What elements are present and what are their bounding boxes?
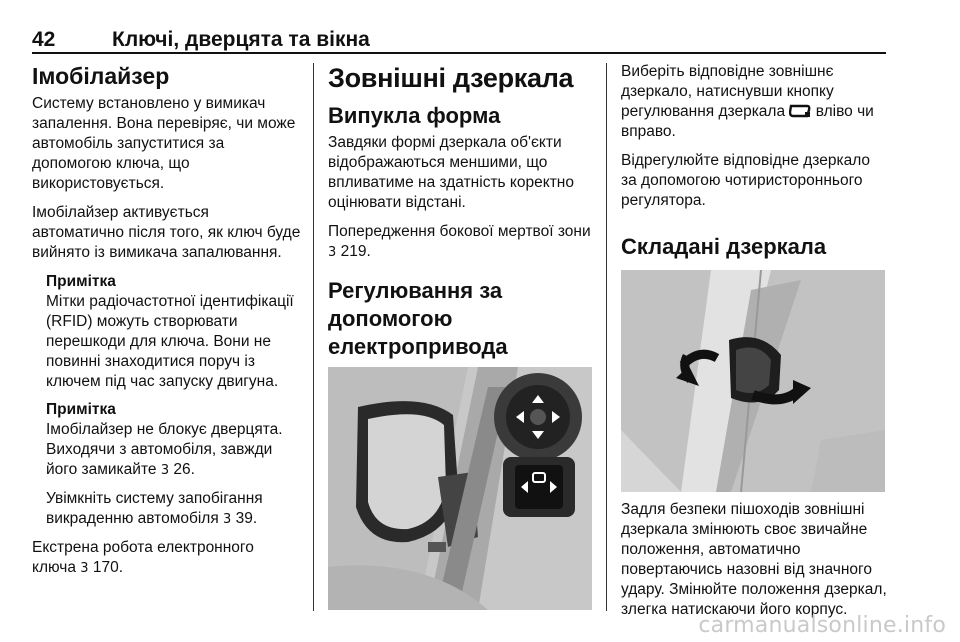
- page-reference[interactable]: 26.: [173, 461, 195, 478]
- subsection-heading: Випукла форма: [328, 103, 501, 128]
- column-mirror-adjust: [621, 62, 889, 629]
- section-heading: Зовнішні дзеркала: [328, 63, 574, 93]
- note-text: [46, 420, 302, 481]
- paragraph: [32, 538, 302, 579]
- page-header: [32, 28, 886, 52]
- note-text-content: Увімкніть систему запобігання викраденню автомобіля: [46, 490, 263, 527]
- paragraph: Задля безпеки пішоходів зовнішні дзеркала змінюють своє звичайне положення, автоматично повертаючись назовні від значного удару. Змінюйте положення дзеркал, злегка натискаючи його корпус.: [621, 501, 887, 618]
- figure-mirror-controls: [328, 367, 592, 610]
- header-rule: [32, 52, 886, 54]
- note-title: Примітка: [46, 273, 116, 290]
- page-reference-icon[interactable]: 3: [223, 512, 232, 527]
- page-reference[interactable]: 39.: [235, 510, 258, 527]
- section-heading: Імобілайзер: [32, 63, 170, 89]
- page-reference[interactable]: 170.: [92, 559, 124, 576]
- column-exterior-mirrors: [328, 62, 593, 610]
- mirror-controls-illustration: [328, 367, 592, 610]
- paragraph-text: Попередження бокової мертвої зони: [328, 223, 591, 240]
- subsection-heading: Регулювання за допомогою електропривода: [328, 278, 508, 359]
- page-reference[interactable]: 219.: [340, 243, 371, 260]
- column-divider: [313, 63, 314, 611]
- watermark: carmanualsonline.info: [698, 613, 946, 638]
- note-title: Примітка: [46, 401, 116, 418]
- page-reference-icon[interactable]: 3: [80, 561, 89, 576]
- column-immobiliser: [32, 62, 302, 588]
- note-text-content: Імобілайзер не блокує дверцята. Виходячи з автомобіля, завжди його замикайте: [46, 421, 283, 478]
- folding-mirror-illustration: [621, 270, 885, 492]
- note-text: Мітки радіочастотної ідентифікації (RFID) можуть створювати перешкоди для ключа. Вони не повинні знаходитися поруч із ключем під час запуску двигуна.: [46, 293, 294, 390]
- page-number: 42: [32, 28, 56, 51]
- paragraph: [621, 62, 889, 142]
- note-block: [46, 272, 302, 530]
- paragraph: Відрегулюйте відповідне дзеркало за допомогою чотиристороннього регулятора.: [621, 152, 871, 209]
- paragraph-text: Виберіть відповідне зовнішнє дзеркало, натиснувши кнопку регулювання дзеркала: [621, 63, 834, 120]
- paragraph: Систему встановлено у вимикач запалення. Вона перевіряє, чи може автомобіль запуститися за допомогою ключа, що використовується.: [32, 95, 296, 192]
- mirror-select-icon: [789, 103, 811, 120]
- note-text: [46, 489, 302, 530]
- page-reference-icon[interactable]: 3: [328, 245, 337, 260]
- paragraph: Завдяки формі дзеркала об'єкти відображаються меншими, що впливатиме на здатність коректно оцінювати відстані.: [328, 134, 574, 211]
- paragraph-text: вліво чи вправо.: [621, 103, 874, 140]
- paragraph-text: Екстрена робота електронного ключа: [32, 539, 254, 576]
- figure-folding-mirror: [621, 270, 885, 492]
- paragraph: Імобілайзер активується автоматично після того, як ключ буде вийнято із вимикача запалювання.: [32, 204, 301, 261]
- column-divider: [606, 63, 607, 611]
- section-heading: Складані дзеркала: [621, 234, 827, 259]
- page-reference-icon[interactable]: 3: [160, 463, 170, 478]
- paragraph: [328, 222, 593, 263]
- chapter-title: Ключі, дверцята та вікна: [112, 28, 370, 51]
